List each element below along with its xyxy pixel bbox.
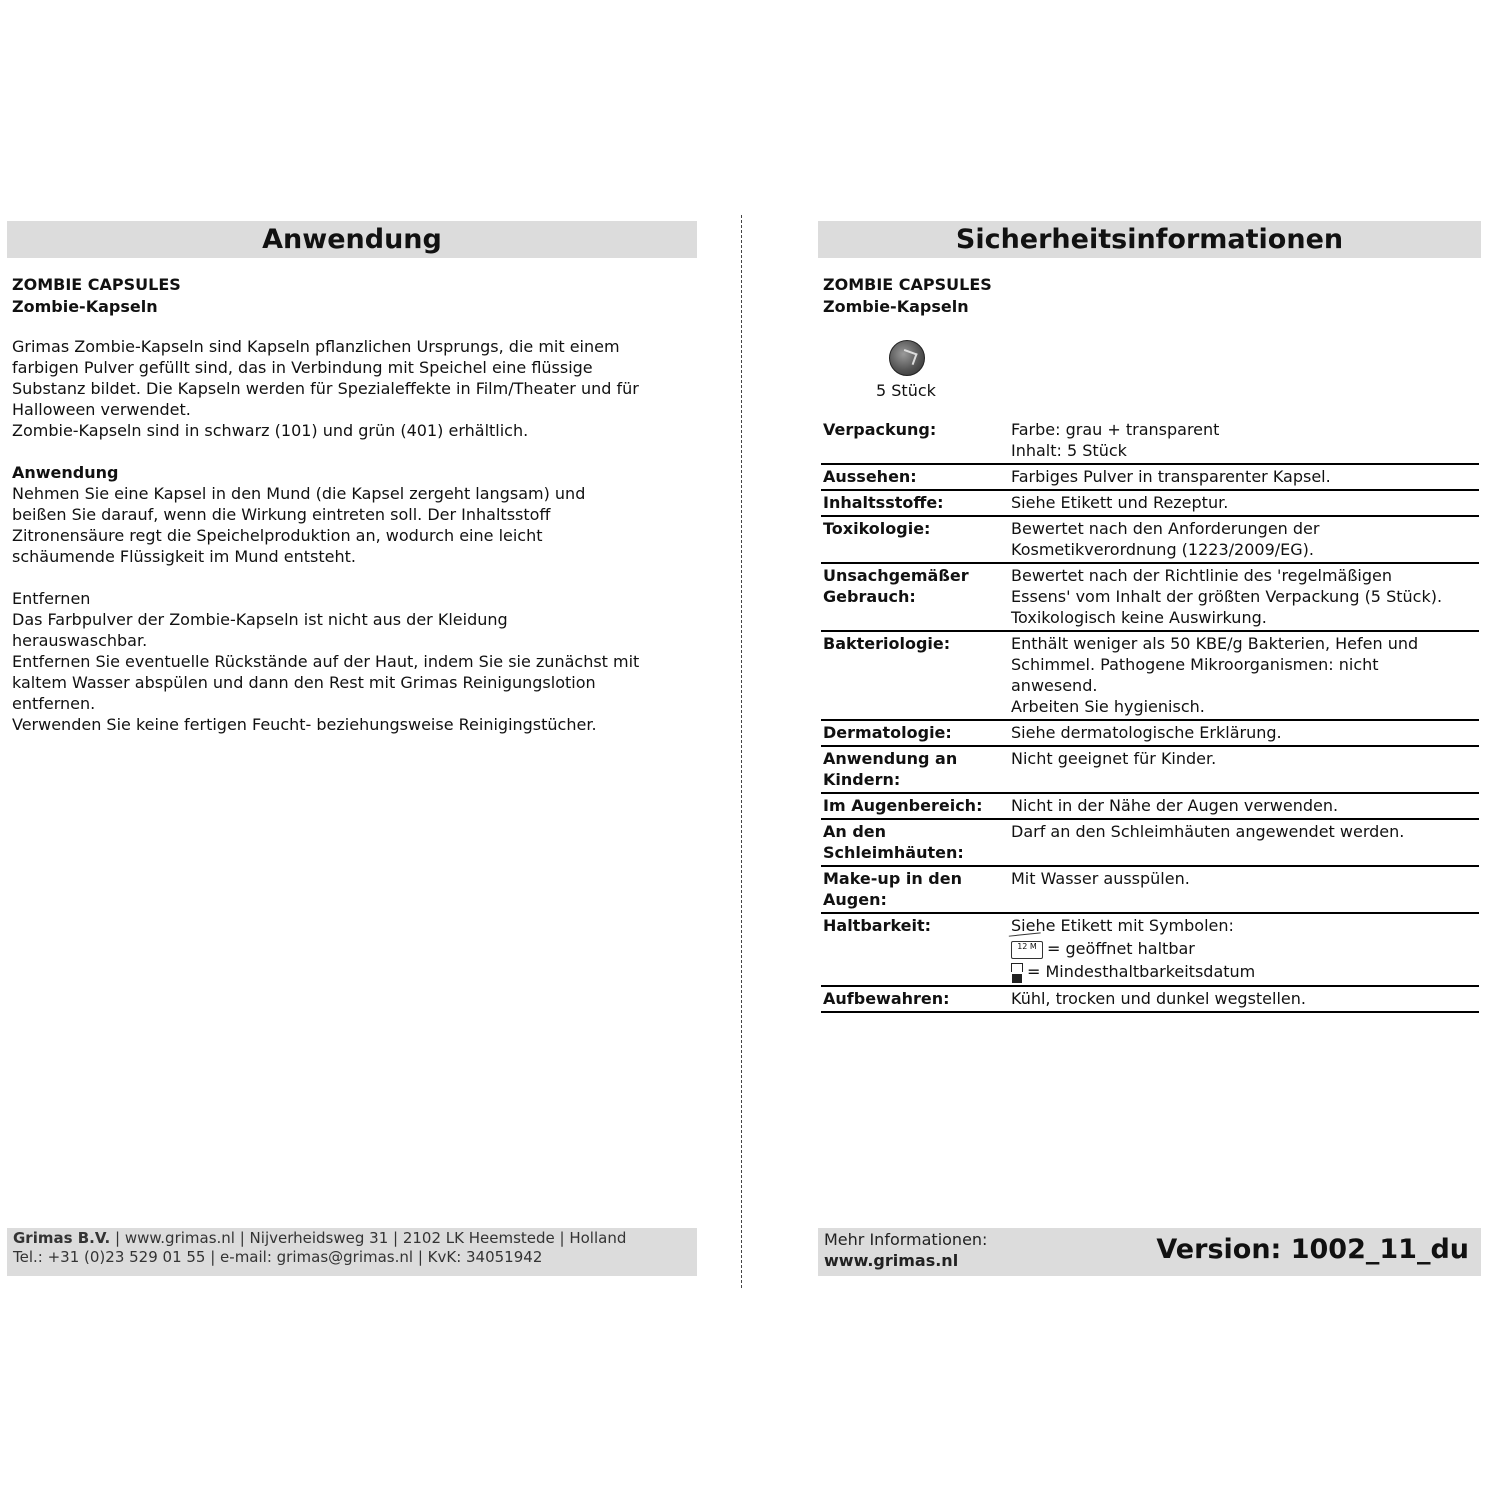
row-value [1009,563,1479,631]
product-name-de: Zombie-Kapseln [12,297,158,316]
intro-line: Zombie-Kapseln sind in schwarz (101) und grün (401) erhältlich. [12,421,529,440]
row-value-line: anwesend. [1011,676,1098,695]
info-footer [818,1228,1481,1276]
row-value-line: Arbeiten Sie hygienisch. [1011,697,1205,716]
row-label: Toxikologie: [823,519,931,538]
table-row [821,866,1479,913]
usage-heading: Anwendung [12,463,119,482]
row-value-line: Inhalt: 5 Stück [1011,441,1127,460]
usage-header: Anwendung [7,221,697,258]
row-label: Dermatologie: [823,723,952,742]
row-value-line: Bewertet nach den Anforderungen der [1011,519,1320,538]
row-label: Verpackung: [823,420,937,439]
company-footer [7,1228,697,1276]
row-value [1009,490,1479,516]
table-row [821,464,1479,490]
row-value-line: Farbiges Pulver in transparenter Kapsel. [1011,467,1331,486]
usage-panel [7,221,697,735]
remove-line: Entfernen Sie eventuelle Rückstände auf der Haut, indem Sie sie zunächst mit [12,652,640,671]
intro-line: Substanz bildet. Die Kapseln werden für Spezialeffekte in Film/Theater und für [12,379,639,398]
product-name-en: ZOMBIE CAPSULES [12,275,181,294]
intro-line: Grimas Zombie-Kapseln sind Kapseln pflanzlichen Ursprungs, die mit einem [12,337,620,356]
table-row [821,793,1479,819]
row-value-line: Nicht in der Nähe der Augen verwenden. [1011,796,1339,815]
row-value [1009,746,1479,793]
usage-body [12,336,692,735]
row-label: Anwendung an Kindern: [823,749,958,789]
table-row [821,720,1479,746]
product-name-en: ZOMBIE CAPSULES [823,275,992,294]
remove-line: Verwenden Sie keine fertigen Feucht- beziehungsweise Reinigingstücher. [12,715,597,734]
table-row [821,746,1479,793]
row-value [1009,819,1479,866]
row-value [1009,516,1479,563]
table-row [821,490,1479,516]
row-value-line: Farbe: grau + transparent [1011,420,1220,439]
product-name-de: Zombie-Kapseln [823,297,969,316]
usage-line: Zitronensäure regt die Speichelproduktion an, wodurch eine leicht [12,526,543,545]
pao-months: 12 M [1017,941,1037,951]
row-value-line: Enthält weniger als 50 KBE/g Bakterien, Hefen und [1011,634,1419,653]
row-value-line: Schimmel. Pathogene Mikroorganismen: nicht [1011,655,1379,674]
safety-header: Sicherheitsinformationen [818,221,1481,258]
pack-count: 5 Stück [876,381,936,400]
row-value-line: Toxikologisch keine Auswirkung. [1011,608,1267,627]
version-label: Version: 1002_11_du [1156,1234,1469,1265]
remove-line: kaltem Wasser abspülen und dann den Rest mit Grimas Reinigungslotion [12,673,596,692]
row-value: Kühl, trocken und dunkel wegstellen. [1011,988,1306,1008]
row-value [1009,913,1479,986]
hourglass-icon [1011,963,1023,983]
table-row [821,516,1479,563]
product-name [823,274,1481,318]
row-value-line: Essens' vom Inhalt der größten Verpackung (5 Stück). [1011,587,1443,606]
capsule-icon [889,340,925,376]
table-row [821,418,1479,464]
usage-line: schäumende Flüssigkeit im Mund entsteht. [12,547,356,566]
fold-cut-line [741,215,742,1288]
row-label: Im Augenbereich: [823,796,983,815]
safety-table [821,418,1479,1013]
table-row [821,819,1479,866]
row-value-line: Bewertet nach der Richtlinie des 'regelmäßigen [1011,566,1393,585]
usage-line: Nehmen Sie eine Kapsel in den Mund (die Kapsel zergeht langsam) und [12,484,586,503]
shelf-best-before: = Mindesthaltbarkeitsdatum [1027,962,1256,981]
safety-panel [818,221,1481,1013]
row-label: Aussehen: [823,467,917,486]
product-name [12,274,697,318]
row-label: Inhaltsstoffe: [823,493,944,512]
row-label: Bakteriologie: [823,634,951,653]
shelf-opened: = geöffnet haltbar [1047,939,1195,958]
row-value [1009,793,1479,819]
row-value [1009,720,1479,746]
row-label: Haltbarkeit: [823,916,932,935]
row-label: Unsachgemäßer Gebrauch: [823,566,969,606]
website-link[interactable]: www.grimas.nl [824,1251,959,1270]
row-value-line: Kosmetikverordnung (1223/2009/EG). [1011,540,1314,559]
row-value-line: Nicht geeignet für Kinder. [1011,749,1217,768]
remove-heading: Entfernen [12,589,91,608]
more-info-label: Mehr Informationen: [824,1230,988,1249]
shelf-intro: Siehe Etikett mit Symbolen: [1011,916,1234,935]
company-name: Grimas B.V. [13,1229,111,1247]
table-row [821,986,1479,1012]
row-value [1009,631,1479,720]
usage-line: beißen Sie darauf, wenn die Wirkung eintreten soll. Der Inhaltsstoff [12,505,551,524]
row-value-line: Siehe dermatologische Erklärung. [1011,723,1282,742]
remove-line: Das Farbpulver der Zombie-Kapseln ist nicht aus der Kleidung [12,610,508,629]
row-value [1009,464,1479,490]
remove-line: entfernen. [12,694,96,713]
remove-line: herauswaschbar. [12,631,148,650]
open-jar-icon [1011,941,1043,959]
intro-line: Halloween verwendet. [12,400,191,419]
row-value-line: Mit Wasser ausspülen. [1011,869,1190,888]
row-label: Aufbewahren: [823,988,950,1008]
table-row [821,913,1479,986]
row-label: Make-up in den Augen: [823,869,962,909]
row-value [1009,418,1479,464]
row-value [1009,866,1479,913]
row-value-line: Darf an den Schleimhäuten angewendet werden. [1011,822,1405,841]
company-contact: Tel.: +31 (0)23 529 01 55 | e-mail: grimas@grimas.nl | KvK: 34051942 [13,1248,543,1266]
company-address: | www.grimas.nl | Nijverheidsweg 31 | 2102 LK Heemstede | Holland [110,1229,627,1247]
row-label: An den Schleimhäuten: [823,822,964,862]
row-value-line: Siehe Etikett und Rezeptur. [1011,493,1229,512]
table-row [821,563,1479,631]
table-row [821,631,1479,720]
intro-line: farbigen Pulver gefüllt sind, das in Verbindung mit Speichel eine flüssige [12,358,593,377]
